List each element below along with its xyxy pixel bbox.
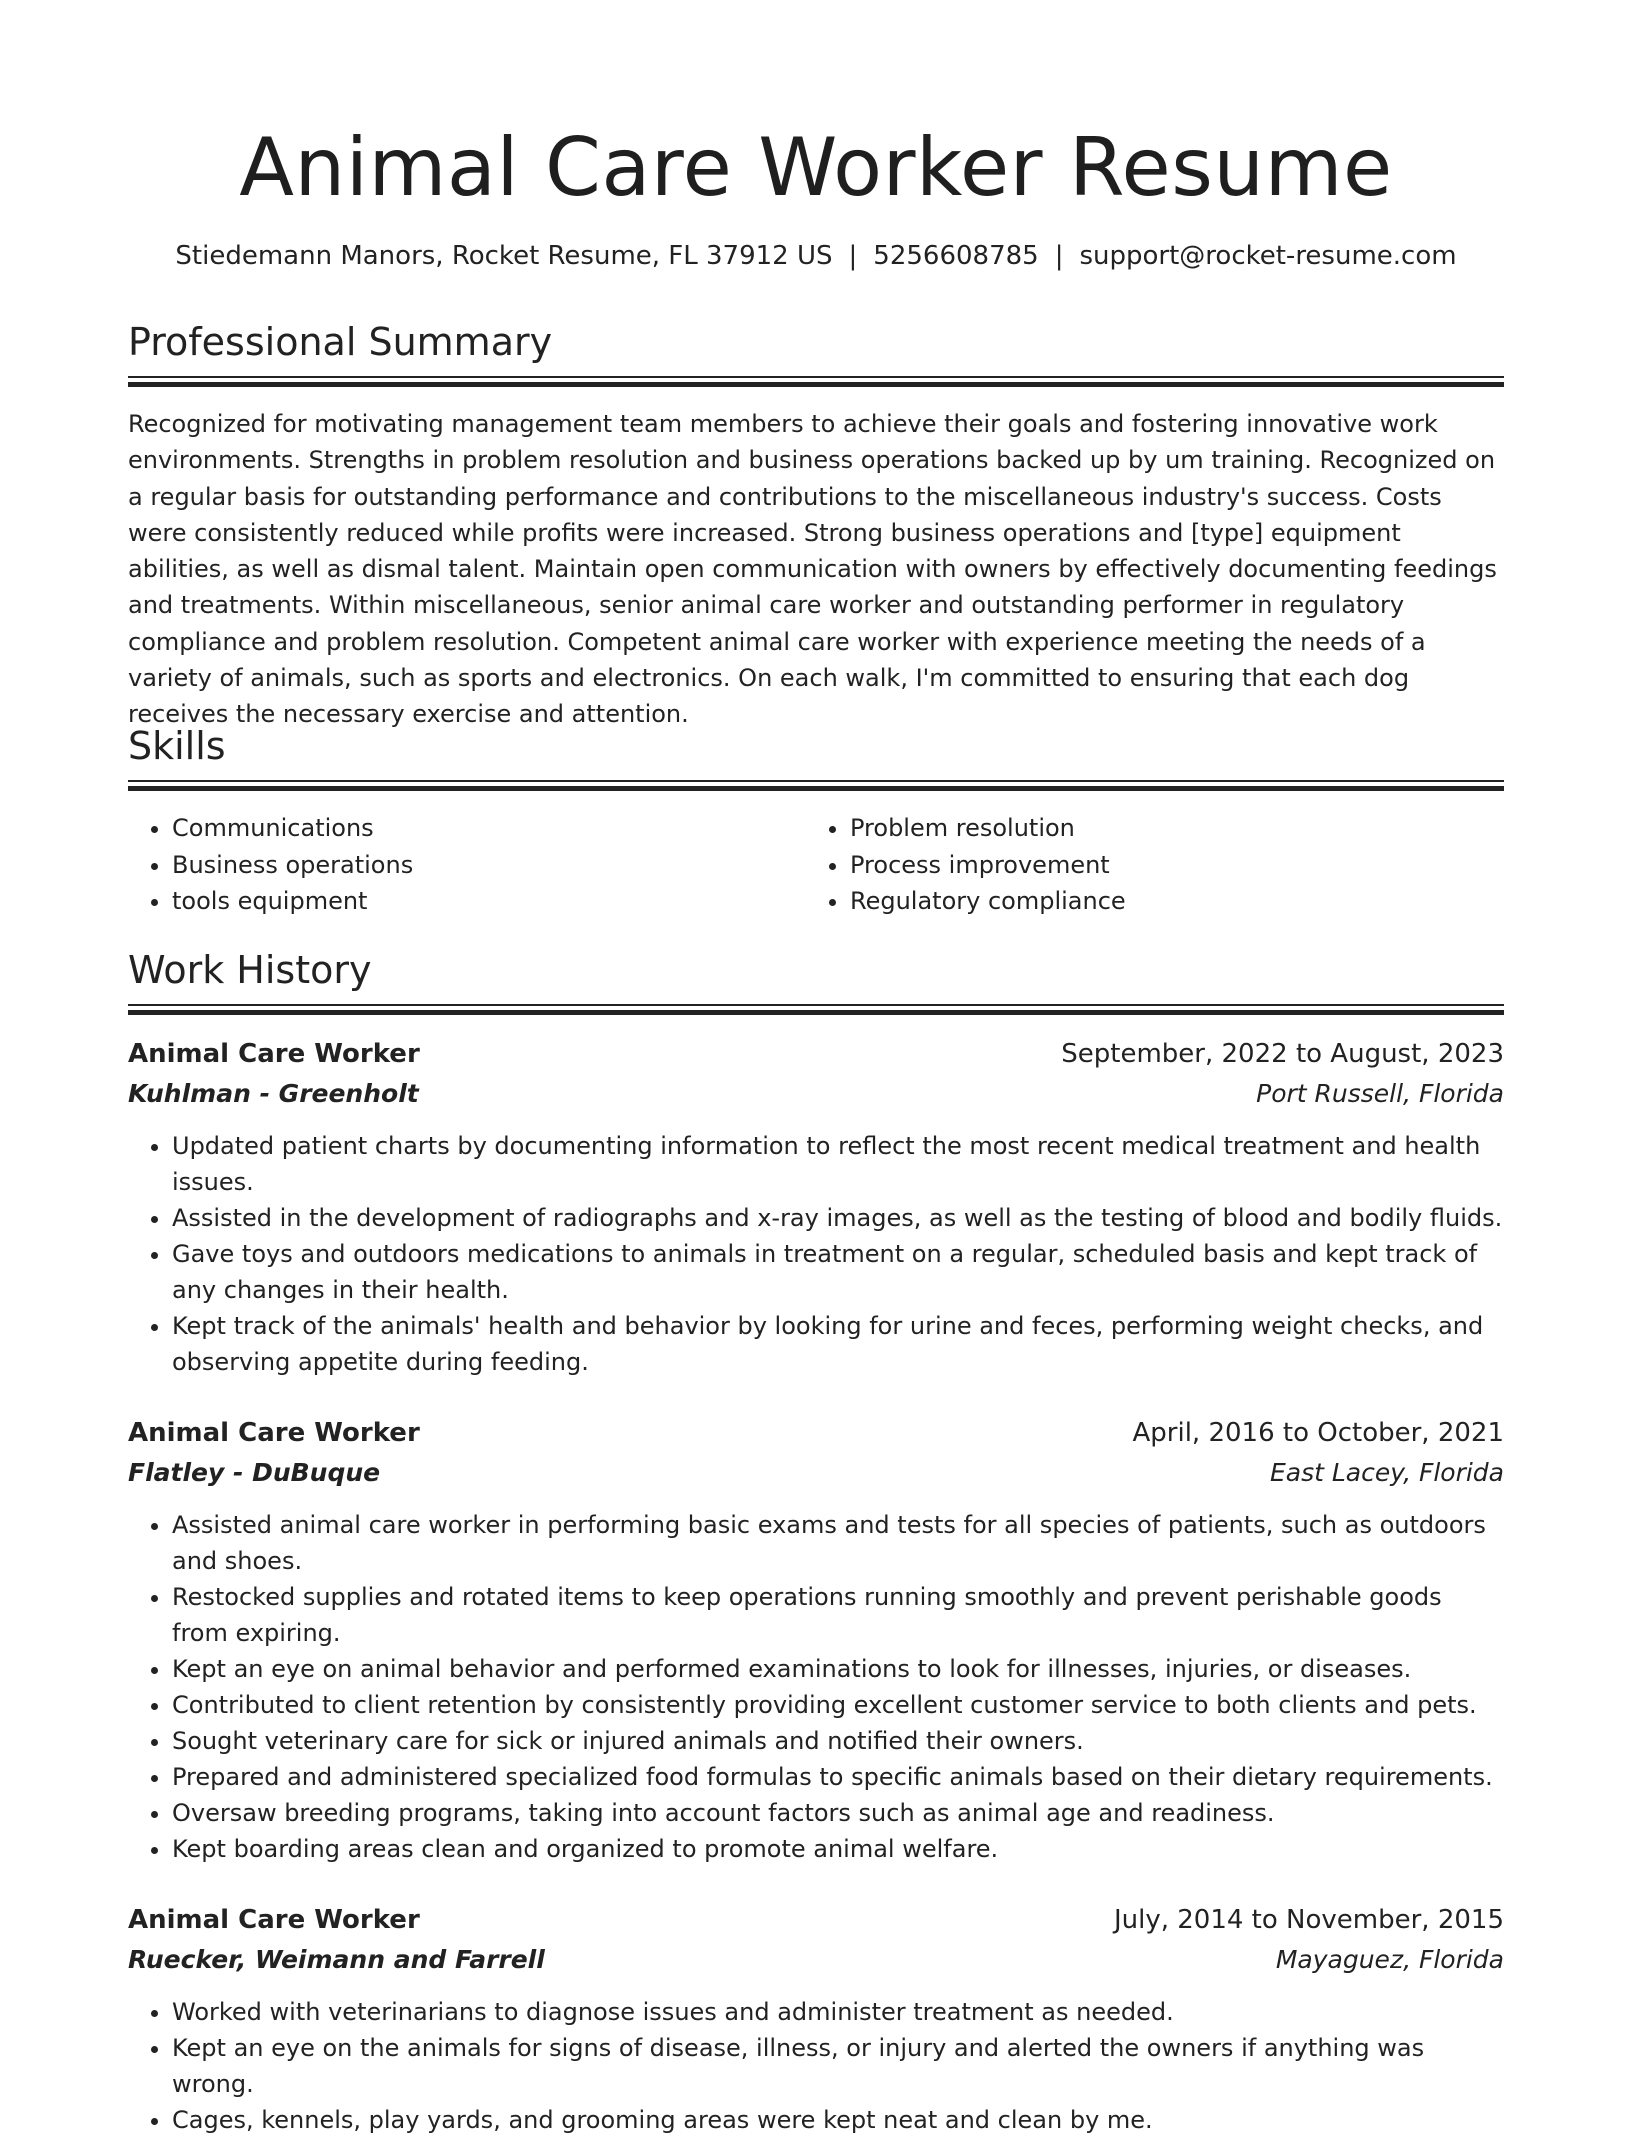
summary-divider bbox=[128, 376, 1504, 387]
job-entry bbox=[128, 1413, 1504, 1867]
resume-title: Animal Care Worker Resume bbox=[239, 121, 1393, 214]
job-bullet: • Kept an eye on animal behavior and performed examinations to look for illnesses, injuries, or diseases. bbox=[172, 1651, 1504, 1687]
job-bullet: • Worked with veterinarians to diagnose issues and administer treatment as needed. bbox=[172, 1994, 1504, 2030]
job-bullets bbox=[128, 1994, 1504, 2138]
skill-item: • Communications bbox=[172, 810, 806, 847]
skill-item: • Process improvement bbox=[850, 847, 1484, 884]
job-dates: April, 2016 to October, 2021 bbox=[1132, 1418, 1504, 1448]
skills-list bbox=[128, 810, 1504, 920]
job-dates: September, 2022 to August, 2023 bbox=[1061, 1039, 1504, 1069]
job-bullets bbox=[128, 1128, 1504, 1380]
job-bullet: • Cages, kennels, play yards, and grooming areas were kept neat and clean by me. bbox=[172, 2102, 1504, 2138]
job-dates: July, 2014 to November, 2015 bbox=[1113, 1905, 1504, 1935]
job-company: Kuhlman - Greenholt bbox=[128, 1079, 419, 1108]
skills-heading: Skills bbox=[128, 724, 226, 768]
job-bullet: • Oversaw breeding programs, taking into account factors such as animal age and readiness. bbox=[172, 1795, 1504, 1831]
job-bullets bbox=[128, 1507, 1504, 1867]
job-bullet: • Prepared and administered specialized food formulas to specific animals based on their dietary requirements. bbox=[172, 1759, 1504, 1795]
contact-email: support@rocket-resume.com bbox=[1079, 241, 1457, 271]
contact-separator: | bbox=[848, 241, 858, 271]
skill-item: • Business operations bbox=[172, 847, 806, 884]
job-company: Flatley - DuBuque bbox=[128, 1458, 381, 1487]
skill-item: • Regulatory compliance bbox=[850, 883, 1484, 920]
summary-text: Recognized for motivating management team members to achieve their goals and fostering innovative work environments. Strengths in problem resolution and business operations backed up by um training. Recognized on a regular basis for outstanding performance and contributions to the miscellaneous industry's success. Costs were consistently reduced while profits were increased. Strong business operations and [type] equipment abilities, as well as dismal talent. Maintain open communication with owners by effectively documenting feedings and treatments. Within miscellaneous, senior animal care worker and outstanding performer in regulatory compliance and problem resolution. Competent animal care worker with experience meeting the needs of a variety of animals, such as sports and electronics. On each walk, I'm committed to ensuring that each dog receives the necessary exercise and attention. bbox=[128, 410, 1497, 729]
skills-divider bbox=[128, 780, 1504, 791]
job-title: Animal Care Worker bbox=[128, 1039, 420, 1069]
job-location: Port Russell, Florida bbox=[1256, 1079, 1504, 1108]
job-company: Ruecker, Weimann and Farrell bbox=[128, 1945, 545, 1974]
job-bullet: • Contributed to client retention by consistently providing excellent customer service to both clients and pets. bbox=[172, 1687, 1504, 1723]
contact-separator: | bbox=[1054, 241, 1064, 271]
job-bullet: • Assisted animal care worker in performing basic exams and tests for all species of patients, such as outdoors and shoes. bbox=[172, 1507, 1504, 1579]
job-bullet: • Gave toys and outdoors medications to animals in treatment on a regular, scheduled basis and kept track of any changes in their health. bbox=[172, 1236, 1504, 1308]
job-bullet: • Kept track of the animals' health and behavior by looking for urine and feces, performing weight checks, and observing appetite during feeding. bbox=[172, 1308, 1504, 1380]
job-bullet: • Restocked supplies and rotated items to keep operations running smoothly and prevent perishable goods from expiring. bbox=[172, 1579, 1504, 1651]
contact-line bbox=[128, 238, 1504, 274]
work-history-heading: Work History bbox=[128, 948, 372, 992]
job-title: Animal Care Worker bbox=[128, 1418, 420, 1448]
job-bullet: • Assisted in the development of radiographs and x-ray images, as well as the testing of blood and bodily fluids. bbox=[172, 1200, 1504, 1236]
job-bullet: • Kept boarding areas clean and organized to promote animal welfare. bbox=[172, 1831, 1504, 1867]
job-bullet: • Sought veterinary care for sick or injured animals and notified their owners. bbox=[172, 1723, 1504, 1759]
work-history-divider bbox=[128, 1004, 1504, 1015]
job-entry bbox=[128, 1900, 1504, 2138]
job-bullet: • Updated patient charts by documenting information to reflect the most recent medical treatment and health issues. bbox=[172, 1128, 1504, 1200]
summary-heading: Professional Summary bbox=[128, 320, 553, 364]
job-location: East Lacey, Florida bbox=[1269, 1458, 1504, 1487]
skills-column-2 bbox=[806, 810, 1484, 920]
contact-phone: 5256608785 bbox=[873, 241, 1039, 271]
skill-item: • Problem resolution bbox=[850, 810, 1484, 847]
job-entry bbox=[128, 1034, 1504, 1380]
job-bullet: • Kept an eye on the animals for signs of disease, illness, or injury and alerted the owners if anything was wrong. bbox=[172, 2030, 1504, 2102]
skills-column-1 bbox=[128, 810, 806, 920]
contact-address: Stiedemann Manors, Rocket Resume, FL 37912 US bbox=[175, 241, 833, 271]
job-location: Mayaguez, Florida bbox=[1275, 1945, 1504, 1974]
skill-item: • tools equipment bbox=[172, 883, 806, 920]
job-title: Animal Care Worker bbox=[128, 1905, 420, 1935]
